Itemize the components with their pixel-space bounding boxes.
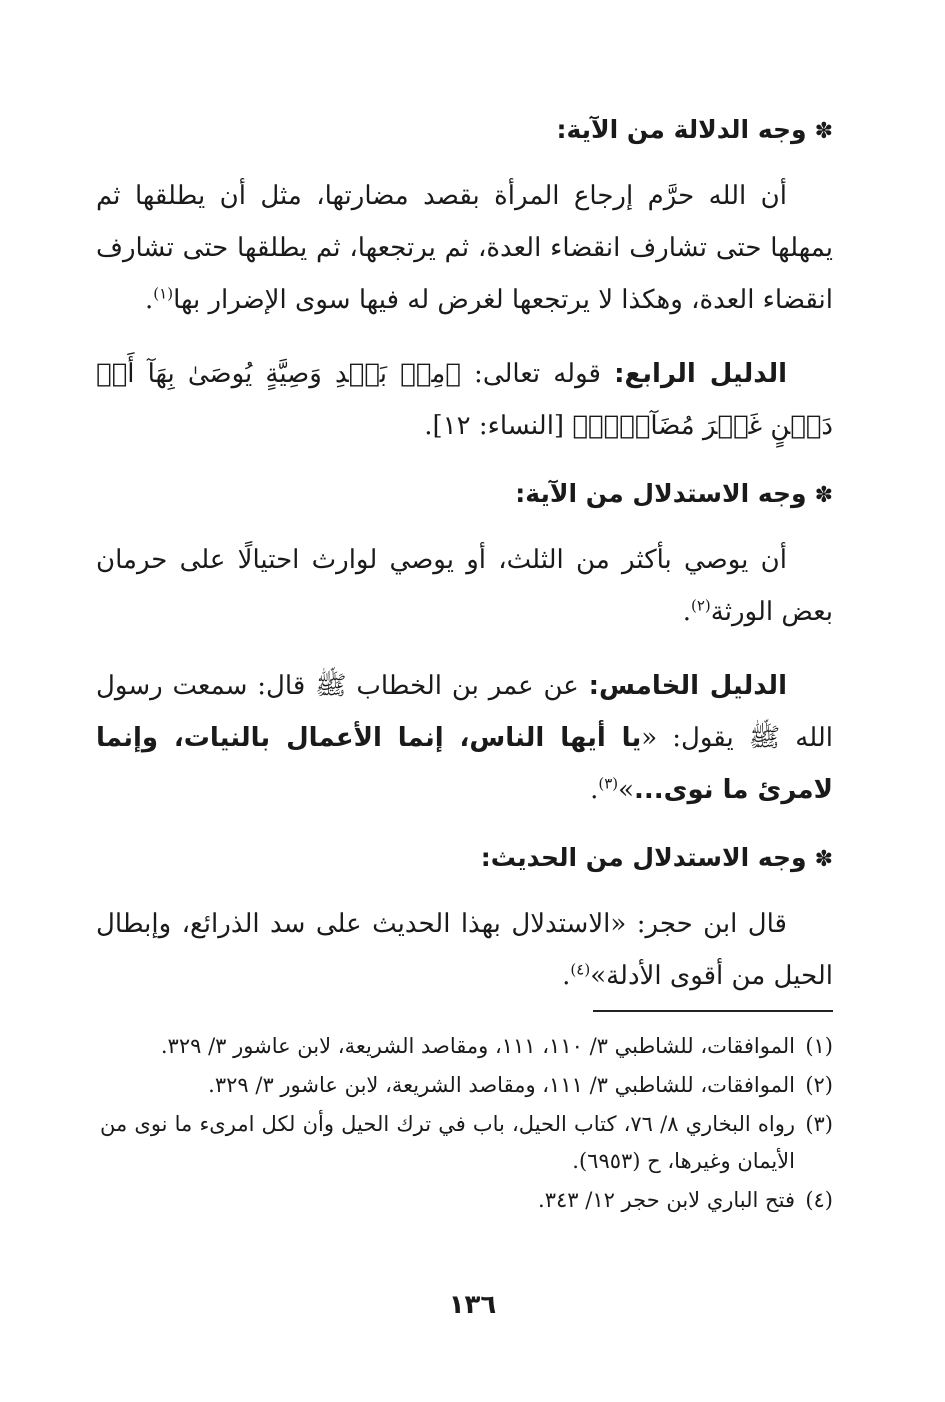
paragraph-text: أن يوصي بأكثر من الثلث، أو يوصي لوارث احتيالًا على حرمان بعض الورثة <box>96 545 833 627</box>
paragraph-text: أن الله حرَّم إرجاع المرأة بقصد مضارتها، مثل أن يطلقها ثم يمهلها حتى تشارف انقضاء العدة، ثم يرتجعها، ثم يطلقها حتى تشارف انقضاء العدة، وهكذا لا يرتجعها لغرض له فيها سوى الإضرار بها <box>96 181 833 315</box>
footnote-ref[interactable]: (١) <box>153 284 174 303</box>
dalil-text: عن عمر بن الخطاب ﷺ قال: سمعت رسول الله ﷺ يقول: « <box>96 671 833 753</box>
heading-wajh-istidlal-ayah <box>96 474 833 516</box>
paragraph-text: قال ابن حجر: «الاستدلال بهذا الحديث على سد الذرائع، وإبطال الحيل من أقوى الأدلة» <box>96 909 833 991</box>
footnote-divider <box>593 1010 833 1012</box>
footnote-number: (٤) <box>805 1188 833 1212</box>
footnote-ref[interactable]: (٣) <box>598 774 619 793</box>
paragraph-istidlal-hadith <box>96 898 833 1002</box>
heading-text: وجه الاستدلال من الحديث: <box>480 843 807 872</box>
verse-source: [النساء: ١٢]. <box>424 411 573 441</box>
heading-wajh-istidlal-hadith <box>96 838 833 880</box>
footnote-text: الموافقات، للشاطبي ٣/ ١١١، ومقاصد الشريعة، لابن عاشور ٣/ ٣٢٩. <box>208 1073 795 1097</box>
paragraph-istidlal-ayah <box>96 534 833 638</box>
footnote-text: رواه البخاري ٨/ ٧٦، كتاب الحيل، باب في ترك الحيل وأن لكل امرىء ما نوى من الأيمان وغيرها، ح (٦٩٥٣). <box>100 1112 795 1173</box>
footnote-text: الموافقات، للشاطبي ٣/ ١١٠، ١١١، ومقاصد الشريعة، لابن عاشور ٣/ ٣٢٩. <box>160 1034 795 1058</box>
section-istidlal-hadith <box>96 838 833 1002</box>
star-flower-icon: ✽ <box>814 119 833 144</box>
star-flower-icon: ✽ <box>814 483 833 508</box>
footnotes <box>100 1028 833 1221</box>
footnote-number: (١) <box>805 1034 833 1058</box>
paragraph-end: . <box>590 775 599 805</box>
paragraph-end: . <box>682 597 691 627</box>
footnote-item <box>100 1028 833 1065</box>
footnote-number: (٣) <box>805 1112 833 1136</box>
footnote-item <box>100 1182 833 1219</box>
paragraph-dalala <box>96 170 833 326</box>
footnote-text: فتح الباري لابن حجر ١٢/ ٣٤٣. <box>538 1188 795 1212</box>
footnote-number: (٢) <box>805 1073 833 1097</box>
hadith-text: يا أيها الناس، إنما الأعمال بالنيات، وإنما لامرئ ما نوى... <box>96 723 833 805</box>
quran-verse: ﴿مِنۢ بَعۡدِ وَصِيَّةٍ يُوصَىٰ بِهَآ أَوۡ دَيۡنٍ غَيۡرَ مُضَآرٍّۚ﴾ <box>96 359 833 441</box>
page-number: ١٣٦ <box>448 1290 497 1320</box>
heading-wajh-dalala <box>96 110 833 152</box>
star-flower-icon: ✽ <box>814 847 833 872</box>
heading-text: وجه الدلالة من الآية: <box>556 115 807 144</box>
paragraph-dalil-5 <box>96 660 833 816</box>
section-dalala <box>96 110 833 326</box>
footnote-item <box>100 1067 833 1104</box>
paragraph-end: . <box>562 961 571 991</box>
paragraph-end: . <box>145 285 154 315</box>
dalil-label: الدليل الرابع: <box>614 359 787 389</box>
page-body <box>96 110 833 1024</box>
footnote-ref[interactable]: (٤) <box>570 960 591 979</box>
dalil-text: قوله تعالى: <box>460 359 615 389</box>
section-dalil-4 <box>96 348 833 452</box>
dalil-label: الدليل الخامس: <box>588 671 787 701</box>
section-dalil-5 <box>96 660 833 816</box>
paragraph-dalil-4 <box>96 348 833 452</box>
footnote-item <box>100 1106 833 1180</box>
heading-text: وجه الاستدلال من الآية: <box>515 479 807 508</box>
footnote-ref[interactable]: (٢) <box>691 596 711 615</box>
quote-close: » <box>618 775 635 805</box>
section-istidlal-ayah <box>96 474 833 638</box>
